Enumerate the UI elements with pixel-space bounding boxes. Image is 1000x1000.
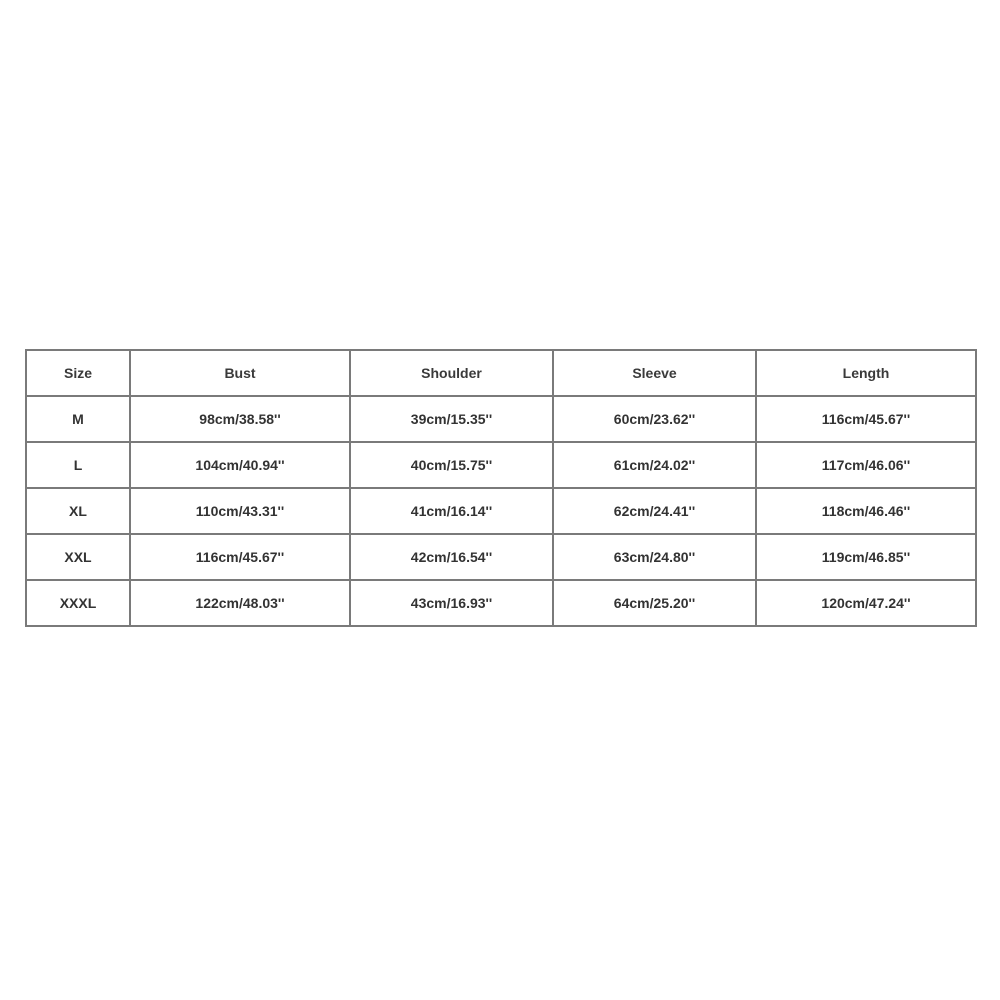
header-row xyxy=(26,350,976,396)
cell-sleeve: 64cm/25.20'' xyxy=(553,580,756,626)
size-chart-table xyxy=(25,349,977,627)
cell-shoulder: 39cm/15.35'' xyxy=(350,396,553,442)
table-row xyxy=(26,534,976,580)
table-row xyxy=(26,580,976,626)
cell-bust: 116cm/45.67'' xyxy=(130,534,350,580)
cell-length: 120cm/47.24'' xyxy=(756,580,976,626)
cell-size: XXL xyxy=(26,534,130,580)
cell-sleeve: 60cm/23.62'' xyxy=(553,396,756,442)
header-length: Length xyxy=(756,350,976,396)
cell-length: 117cm/46.06'' xyxy=(756,442,976,488)
table-row xyxy=(26,488,976,534)
cell-shoulder: 40cm/15.75'' xyxy=(350,442,553,488)
cell-size: XL xyxy=(26,488,130,534)
cell-length: 119cm/46.85'' xyxy=(756,534,976,580)
cell-size: XXXL xyxy=(26,580,130,626)
cell-shoulder: 43cm/16.93'' xyxy=(350,580,553,626)
cell-bust: 98cm/38.58'' xyxy=(130,396,350,442)
header-shoulder: Shoulder xyxy=(350,350,553,396)
table-row xyxy=(26,396,976,442)
cell-sleeve: 63cm/24.80'' xyxy=(553,534,756,580)
cell-sleeve: 61cm/24.02'' xyxy=(553,442,756,488)
cell-shoulder: 41cm/16.14'' xyxy=(350,488,553,534)
header-bust: Bust xyxy=(130,350,350,396)
cell-bust: 122cm/48.03'' xyxy=(130,580,350,626)
table-row xyxy=(26,442,976,488)
cell-length: 118cm/46.46'' xyxy=(756,488,976,534)
cell-length: 116cm/45.67'' xyxy=(756,396,976,442)
header-sleeve: Sleeve xyxy=(553,350,756,396)
cell-sleeve: 62cm/24.41'' xyxy=(553,488,756,534)
cell-bust: 104cm/40.94'' xyxy=(130,442,350,488)
cell-size: L xyxy=(26,442,130,488)
cell-size: M xyxy=(26,396,130,442)
header-size: Size xyxy=(26,350,130,396)
cell-shoulder: 42cm/16.54'' xyxy=(350,534,553,580)
cell-bust: 110cm/43.31'' xyxy=(130,488,350,534)
